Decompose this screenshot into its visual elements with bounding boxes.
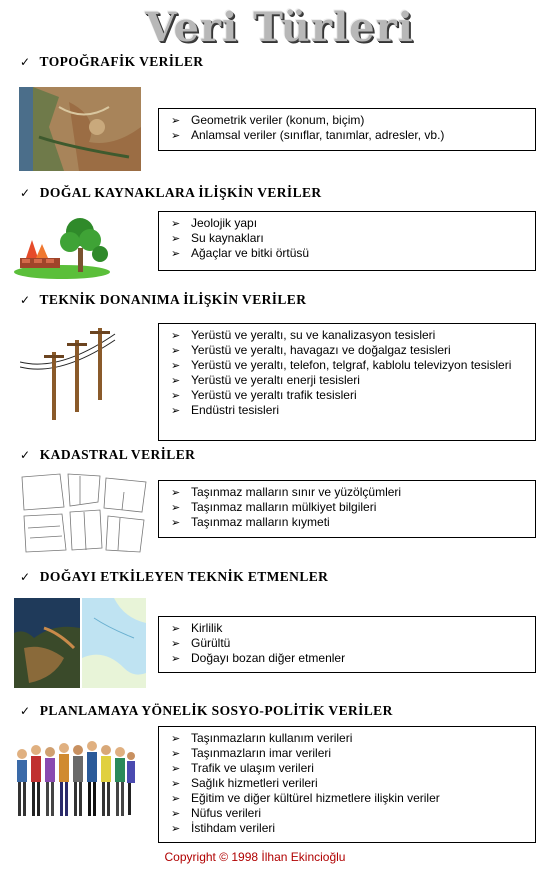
list-item: ➢ Yerüstü ve yeraltı, havagazı ve doğalgaz tesisleri (171, 343, 451, 357)
check-icon: ✓ (20, 448, 31, 462)
section-heading-teknik: ✓ TEKNİK DONANIMA İLİŞKİN VERİLER (20, 292, 307, 307)
section-heading-etmenler: ✓ DOĞAYI ETKİLEYEN TEKNİK ETMENLER (20, 569, 329, 584)
arrow-bullet-icon: ➢ (171, 516, 181, 529)
arrow-bullet-icon: ➢ (171, 129, 181, 142)
list-item: ➢ Doğayı bozan diğer etmenler (171, 651, 346, 665)
teknik-list-box (158, 323, 536, 441)
arrow-bullet-icon: ➢ (171, 747, 181, 760)
check-icon: ✓ (20, 293, 31, 307)
satellite-images (14, 598, 146, 688)
list-item: ➢ Yerüstü ve yeraltı trafik tesisleri (171, 388, 357, 402)
arrow-bullet-icon: ➢ (171, 652, 181, 665)
list-item: ➢ Su kaynakları (171, 231, 264, 245)
list-item: ➢ Gürültü (171, 636, 231, 650)
list-item: ➢ Kirlilik (171, 621, 223, 635)
arrow-bullet-icon: ➢ (171, 762, 181, 775)
kadastral-list-box (158, 480, 536, 538)
arrow-bullet-icon: ➢ (171, 792, 181, 805)
arrow-bullet-icon: ➢ (171, 247, 181, 260)
arrow-bullet-icon: ➢ (171, 389, 181, 402)
check-icon: ✓ (20, 186, 31, 200)
people-group-image (12, 740, 136, 820)
list-item: ➢ Yerüstü ve yeraltı, su ve kanalizasyon tesisleri (171, 328, 436, 342)
arrow-bullet-icon: ➢ (171, 777, 181, 790)
list-item: ➢ Nüfus verileri (171, 806, 262, 820)
list-item: ➢ Taşınmaz malların kıymeti (171, 515, 330, 529)
arrow-bullet-icon: ➢ (171, 637, 181, 650)
arrow-bullet-icon: ➢ (171, 344, 181, 357)
list-item: ➢ Yerüstü ve yeraltı enerji tesisleri (171, 373, 360, 387)
arrow-bullet-icon: ➢ (171, 807, 181, 820)
list-item: ➢ Jeolojik yapı (171, 216, 258, 230)
arrow-bullet-icon: ➢ (171, 732, 181, 745)
section-heading-dogal: ✓ DOĞAL KAYNAKLARA İLİŞKİN VERİLER (20, 185, 322, 200)
arrow-bullet-icon: ➢ (171, 822, 181, 835)
list-item: ➢ Taşınmazların kullanım verileri (171, 731, 353, 745)
terrain-map-image (19, 87, 141, 171)
check-icon: ✓ (20, 704, 31, 718)
section-heading-kadastral: ✓ KADASTRAL VERİLER (20, 447, 196, 462)
planlama-list-box (158, 726, 536, 843)
list-item: ➢ Anlamsal veriler (sınıflar, tanımlar, adresler, vb.) (171, 128, 445, 142)
list-item: ➢ Taşınmaz malların sınır ve yüzölçümleri (171, 485, 402, 499)
arrow-bullet-icon: ➢ (171, 404, 181, 417)
list-item: ➢ Yerüstü ve yeraltı, telefon, telgraf, kablolu televizyon tesisleri (171, 358, 512, 372)
arrow-bullet-icon: ➢ (171, 329, 181, 342)
list-item: ➢ Sağlık hizmetleri verileri (171, 776, 318, 790)
arrow-bullet-icon: ➢ (171, 232, 181, 245)
nature-trees-image (12, 210, 112, 280)
arrow-bullet-icon: ➢ (171, 114, 181, 127)
etmenler-list-box (158, 616, 536, 673)
check-icon: ✓ (20, 570, 31, 584)
section-heading-topografik: ✓ TOPOĞRAFİK VERİLER (20, 54, 204, 69)
arrow-bullet-icon: ➢ (171, 486, 181, 499)
topografik-list-box (158, 108, 536, 151)
page-title: Veri Türleri (145, 4, 414, 51)
cadastral-map-image (20, 472, 150, 554)
arrow-bullet-icon: ➢ (171, 359, 181, 372)
list-item: ➢ İstihdam verileri (171, 821, 276, 835)
list-item: ➢ Trafik ve ulaşım verileri (171, 761, 314, 775)
check-icon: ✓ (20, 55, 31, 69)
list-item: ➢ Eğitim ve diğer kültürel hizmetlere ilişkin veriler (171, 791, 440, 805)
arrow-bullet-icon: ➢ (171, 622, 181, 635)
list-item: ➢ Taşınmazların imar verileri (171, 746, 332, 760)
dogal-list-box (158, 211, 536, 271)
utility-poles-image (20, 322, 120, 422)
list-item: ➢ Ağaçlar ve bitki örtüsü (171, 246, 310, 260)
arrow-bullet-icon: ➢ (171, 217, 181, 230)
list-item: ➢ Taşınmaz malların mülkiyet bilgileri (171, 500, 377, 514)
list-item: ➢ Geometrik veriler (konum, biçim) (171, 113, 365, 127)
arrow-bullet-icon: ➢ (171, 374, 181, 387)
list-item: ➢ Endüstri tesisleri (171, 403, 280, 417)
section-heading-planlama: ✓ PLANLAMAYA YÖNELİK SOSYO-POLİTİK VERİLER (20, 703, 393, 718)
arrow-bullet-icon: ➢ (171, 501, 181, 514)
copyright-notice: Copyright © 1998 İlhan Ekincioğlu (164, 850, 346, 864)
